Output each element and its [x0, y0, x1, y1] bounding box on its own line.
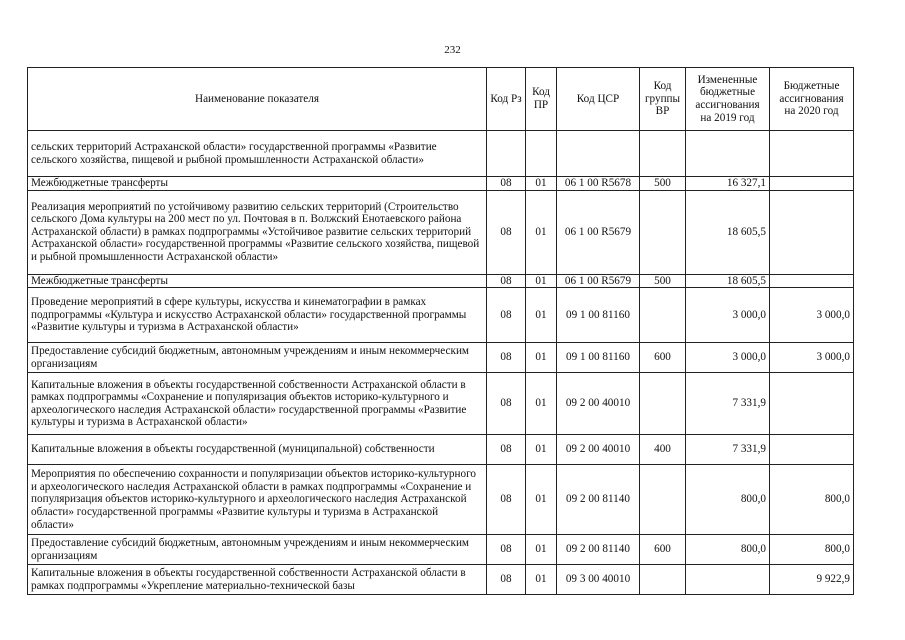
table-cell-csr: 09 2 00 40010 — [557, 373, 640, 435]
table-cell-pr: 01 — [526, 435, 557, 465]
table-row — [28, 465, 854, 535]
table-cell-2020: 9 922,9 — [770, 565, 854, 595]
table-cell-csr: 09 2 00 40010 — [557, 435, 640, 465]
table-cell-name: Межбюджетные трансферты — [28, 177, 487, 191]
table-cell-name: Капитальные вложения в объекты государственной собственности Астраханской области в рамках подпрограммы «Сохранение и популяризация объектов историко-культурного и археологического наследия Астраханской области» государственной программы «Развитие культуры и туризма в Астраханской области» — [28, 373, 487, 435]
table-cell-name: Реализация мероприятий по устойчивому развитию сельских территорий (Строительство сельского Дома культуры на 200 мест по ул. Почтовая в п. Волжский Енотаевского района Астраханской области) в рамках подпрограммы «Устойчивое развитие сельских территорий Астраханской области» государственной программы «Развитие сельского хозяйства, пищевой и рыбной промышленности Астраханской области» — [28, 190, 487, 274]
table-cell-pr: 01 — [526, 535, 557, 565]
table-cell-2019: 3 000,0 — [686, 288, 770, 343]
table-cell-vr — [640, 131, 686, 177]
page-number: 232 — [444, 44, 461, 56]
table-cell-rz: 08 — [487, 288, 526, 343]
table-cell-csr — [557, 131, 640, 177]
table-cell-pr: 01 — [526, 565, 557, 595]
budget-table — [27, 67, 854, 595]
table-cell-csr: 09 2 00 81140 — [557, 465, 640, 535]
table-cell-name: Капитальные вложения в объекты государственной собственности Астраханской области в рамках подпрограммы «Укрепление материально-технической базы — [28, 565, 487, 595]
table-cell-2019: 800,0 — [686, 465, 770, 535]
header-2020: Бюджетные ассигнования на 2020 год — [770, 68, 854, 131]
table-cell-name: Межбюджетные трансферты — [28, 274, 487, 288]
table-cell-csr: 06 1 00 R5679 — [557, 190, 640, 274]
table-cell-pr: 01 — [526, 343, 557, 373]
table-cell-pr: 01 — [526, 190, 557, 274]
table-cell-name: Предоставление субсидий бюджетным, автономным учреждениям и иным некоммерческим организациям — [28, 535, 487, 565]
table-row — [28, 190, 854, 274]
table-row — [28, 435, 854, 465]
table-cell-name: Проведение мероприятий в сфере культуры, искусства и кинематографии в рамках подпрограммы «Культура и искусство Астраханской области» государственной программы «Развитие культуры и туризма в Астраханской области» — [28, 288, 487, 343]
table-cell-rz: 08 — [487, 565, 526, 595]
table-cell-vr — [640, 288, 686, 343]
header-csr: Код ЦСР — [557, 68, 640, 131]
table-cell-vr: 600 — [640, 535, 686, 565]
header-pr: Код ПР — [526, 68, 557, 131]
table-cell-2020 — [770, 274, 854, 288]
table-row — [28, 565, 854, 595]
table-cell-pr — [526, 131, 557, 177]
table-cell-2019 — [686, 565, 770, 595]
table-row — [28, 288, 854, 343]
table-cell-name: Капитальные вложения в объекты государственной (муниципальной) собственности — [28, 435, 487, 465]
header-2019: Измененные бюджетные ассигнования на 2019 год — [686, 68, 770, 131]
table-cell-pr: 01 — [526, 288, 557, 343]
table-cell-rz: 08 — [487, 535, 526, 565]
table-cell-csr: 09 2 00 81140 — [557, 535, 640, 565]
table-cell-rz: 08 — [487, 373, 526, 435]
table-row — [28, 373, 854, 435]
table-row — [28, 131, 854, 177]
table-cell-csr: 06 1 00 R5679 — [557, 274, 640, 288]
table-cell-vr: 600 — [640, 343, 686, 373]
table-cell-name: Предоставление субсидий бюджетным, автономным учреждениям и иным некоммерческим организациям — [28, 343, 487, 373]
table-row — [28, 274, 854, 288]
table-row — [28, 535, 854, 565]
table-cell-vr: 500 — [640, 274, 686, 288]
header-name: Наименование показателя — [28, 68, 487, 131]
table-cell-rz: 08 — [487, 177, 526, 191]
table-cell-2019: 18 605,5 — [686, 190, 770, 274]
table-cell-csr: 06 1 00 R5678 — [557, 177, 640, 191]
table-cell-vr — [640, 465, 686, 535]
table-cell-2019: 7 331,9 — [686, 373, 770, 435]
table-cell-csr: 09 3 00 40010 — [557, 565, 640, 595]
table-cell-vr: 400 — [640, 435, 686, 465]
table-cell-2020: 3 000,0 — [770, 343, 854, 373]
table-cell-pr: 01 — [526, 373, 557, 435]
table-cell-csr: 09 1 00 81160 — [557, 288, 640, 343]
table-cell-2019: 7 331,9 — [686, 435, 770, 465]
table-cell-vr — [640, 190, 686, 274]
table-cell-pr: 01 — [526, 177, 557, 191]
table-cell-rz — [487, 131, 526, 177]
table-cell-2020 — [770, 373, 854, 435]
table-cell-2020 — [770, 177, 854, 191]
table-cell-2020: 800,0 — [770, 465, 854, 535]
table-cell-csr: 09 1 00 81160 — [557, 343, 640, 373]
table-cell-vr — [640, 565, 686, 595]
table-cell-vr — [640, 373, 686, 435]
table-cell-name: сельских территорий Астраханской области» государственной программы «Развитие сельского хозяйства, пищевой и рыбной промышленности Астраханской области» — [28, 131, 487, 177]
table-cell-rz: 08 — [487, 465, 526, 535]
table-cell-pr: 01 — [526, 274, 557, 288]
table-cell-rz: 08 — [487, 343, 526, 373]
table-cell-2020 — [770, 190, 854, 274]
table-cell-pr: 01 — [526, 465, 557, 535]
table-cell-rz: 08 — [487, 190, 526, 274]
table-cell-2020 — [770, 131, 854, 177]
table-cell-2019: 18 605,5 — [686, 274, 770, 288]
table-cell-2019: 16 327,1 — [686, 177, 770, 191]
table-cell-2019: 800,0 — [686, 535, 770, 565]
table-cell-rz: 08 — [487, 274, 526, 288]
table-cell-2019 — [686, 131, 770, 177]
table-cell-2019: 3 000,0 — [686, 343, 770, 373]
header-rz: Код Рз — [487, 68, 526, 131]
table-cell-2020 — [770, 435, 854, 465]
table-row — [28, 177, 854, 191]
table-header-row — [28, 68, 854, 131]
header-vr: Код группы ВР — [640, 68, 686, 131]
table-cell-vr: 500 — [640, 177, 686, 191]
table-cell-2020: 800,0 — [770, 535, 854, 565]
table-cell-rz: 08 — [487, 435, 526, 465]
table-cell-2020: 3 000,0 — [770, 288, 854, 343]
table-row — [28, 343, 854, 373]
table-cell-name: Мероприятия по обеспечению сохранности и популяризации объектов историко-культурного и археологического наследия Астраханской области в рамках подпрограммы «Сохранение и популяризация объектов историко-культурного и археологического наследия Астраханской области» государственной программы «Развитие культуры и туризма в Астраханской области» — [28, 465, 487, 535]
